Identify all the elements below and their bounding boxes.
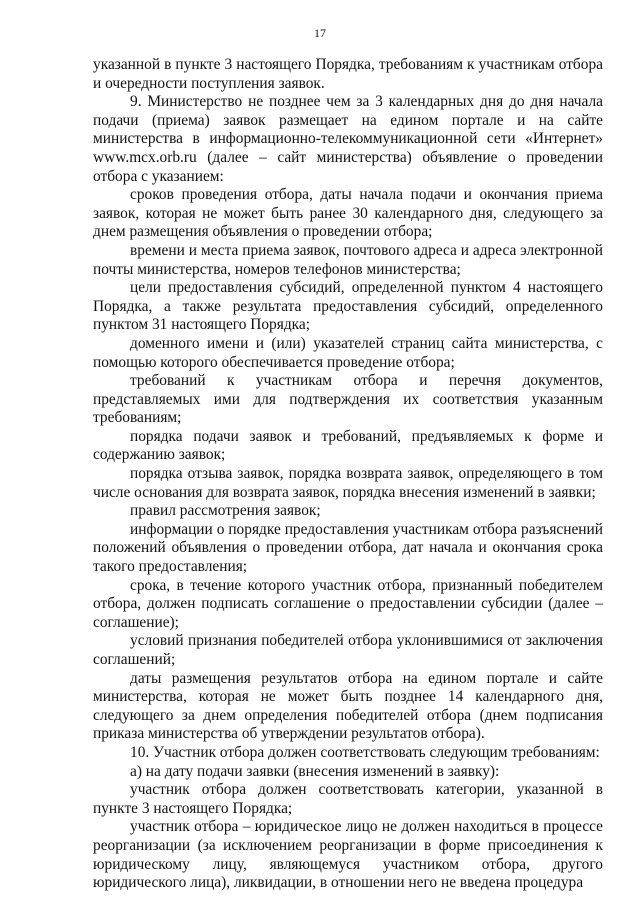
paragraph: условий признания победителей отбора уклонившимися от заключения соглашений; [93,632,603,668]
document-body [93,56,603,893]
paragraph: участник отбора должен соответствовать категории, указанной в пункте 3 настоящего Порядка; [93,781,603,817]
paragraph: даты размещения результатов отбора на едином портале и сайте министерства, которая не может быть позднее 14 календарного дня, следующего за днем определения победителей отбора (днем подписания приказа министерства об утверждении результатов отбора). [93,669,603,743]
paragraph: требований к участникам отбора и перечня документов, представляемых ими для подтверждения их соответствия указанным требованиям; [93,372,603,427]
paragraph: указанной в пункте 3 настоящего Порядка, требованиям к участникам отбора и очередности поступления заявок. [93,56,603,92]
page-number: 17 [314,26,326,40]
paragraph: времени и места приема заявок, почтового адреса и адреса электронной почты министерства, номеров телефонов министерства; [93,241,603,278]
paragraph: 9. Министерство не позднее чем за 3 календарных дня до дня начала подачи (приема) заявок размещает на едином портале и на сайте министерства в информационно-телекоммуникационной сети «Интернет» www.mcx.orb.ru (далее – сайт министерства) объявление о проведении отбора с указанием: [93,93,603,185]
paragraph: порядка отзыва заявок, порядка возврата заявок, определяющего в том числе основания для возврата заявок, порядка внесения изменений в заявки; [93,465,603,501]
paragraph: правил рассмотрения заявок; [130,502,321,520]
paragraph: участник отбора – юридическое лицо не должен находиться в процессе реорганизации (за исключением реорганизации в форме присоединения к юридическому лицу, являющемуся участником отбора, другого юридического лица), ликвидации, в отношении него не введена процедура [93,818,603,892]
paragraph: срока, в течение которого участник отбора, признанный победителем отбора, должен подписать соглашение о предоставлении субсидии (далее – соглашение); [93,576,603,631]
paragraph: доменного имени и (или) указателей страниц сайта министерства, с помощью которого обеспечивается проведение отбора; [93,334,603,371]
paragraph: информации о порядке предоставления участникам отбора разъяснений положений объявления о проведении отбора, дат начала и окончания срока такого предоставления; [93,520,603,576]
paragraph: а) на дату подачи заявки (внесения изменений в заявку): [130,762,500,780]
paragraph: 10. Участник отбора должен соответствовать следующим требованиям: [130,743,600,761]
paragraph: порядка подачи заявок и требований, предъявляемых к форме и содержанию заявок; [93,427,603,464]
paragraph: цели предоставления субсидий, определенной пунктом 4 настоящего Порядка, а также результата предоставления субсидий, определенного пунктом 31 настоящего Порядка; [93,279,603,334]
paragraph: сроков проведения отбора, даты начала подачи и окончания приема заявок, которая не может быть ранее 30 календарного дня, следующего за днем размещения объявления о проведении отбора; [93,186,603,241]
